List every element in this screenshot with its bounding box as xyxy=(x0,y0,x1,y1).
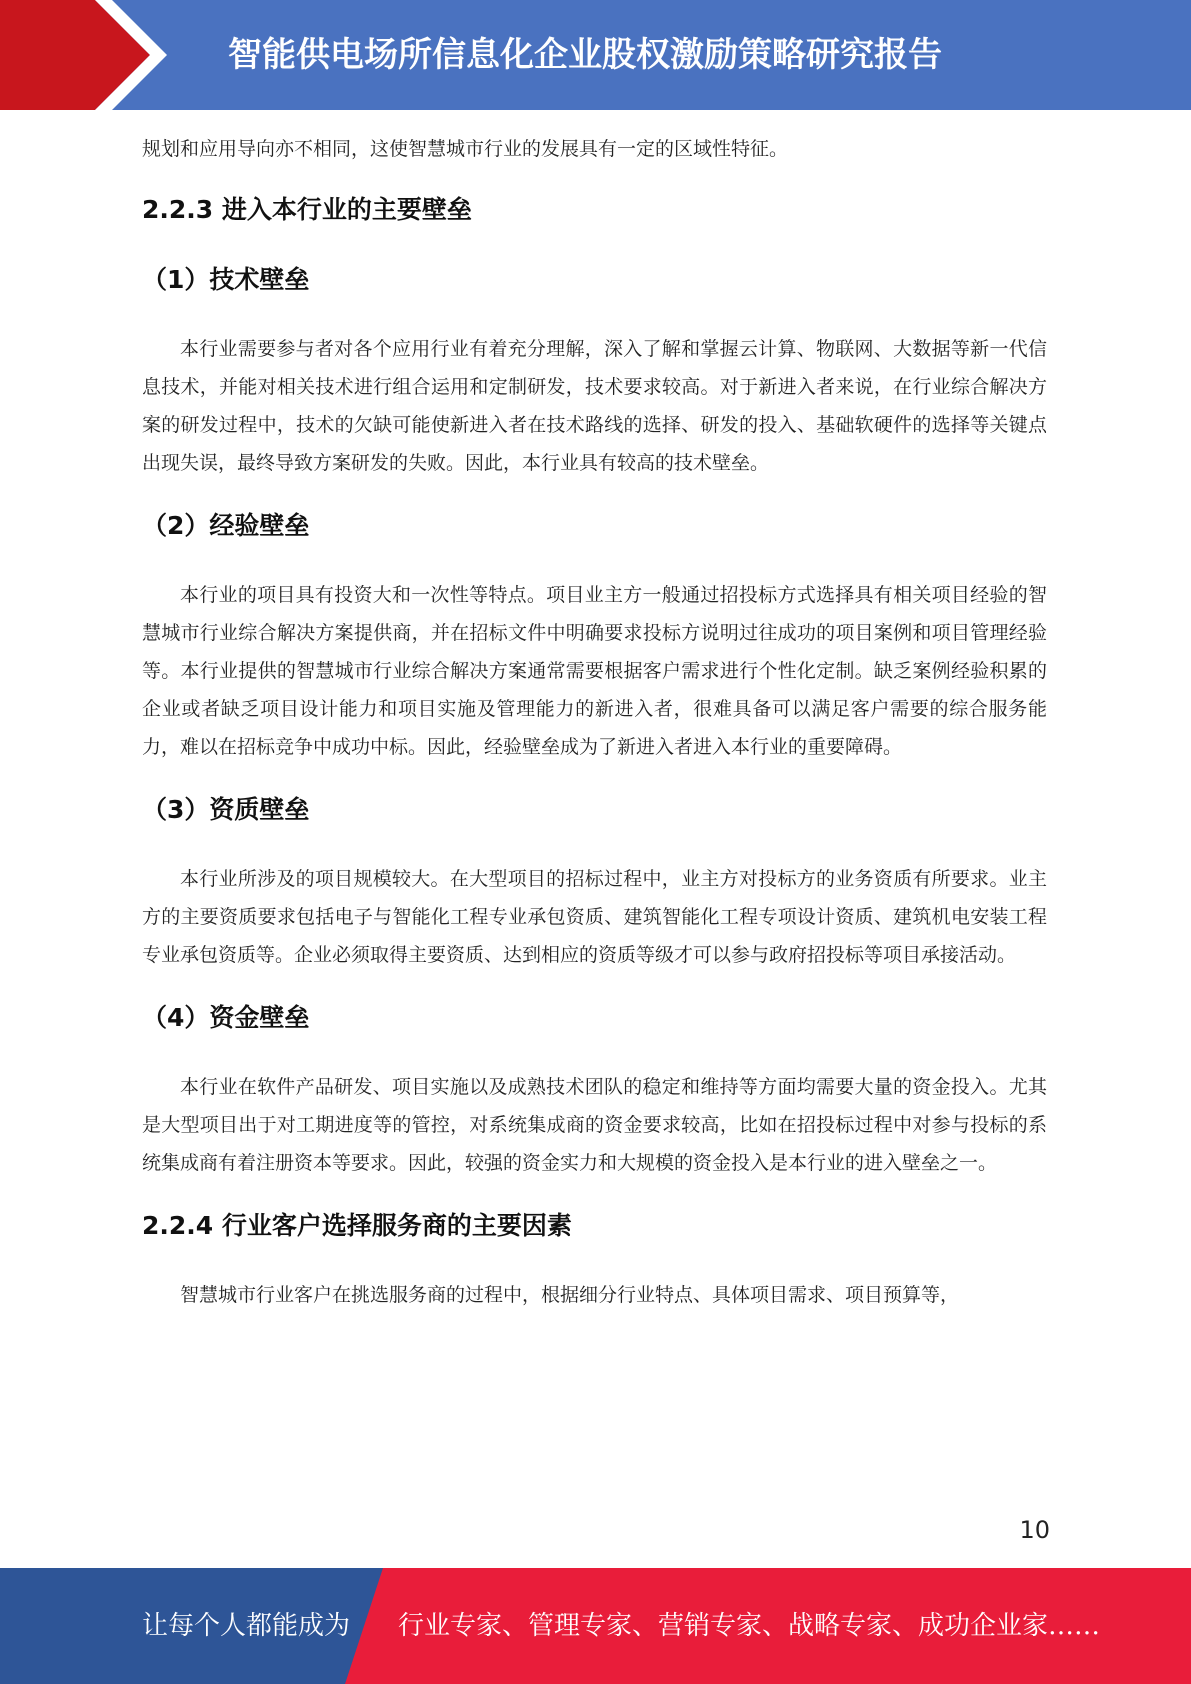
paragraph-qualification-barrier: 本行业所涉及的项目规模较大。在大型项目的招标过程中，业主方对投标方的业务资质有所要求。业主方的主要资质要求包括电子与智能化工程专业承包资质、建筑智能化工程专项设计资质、建筑机电安装工程专业承包资质等。企业必须取得主要资质、达到相应的资质等级才可以参与政府招投标等项目承接活动。 xyxy=(142,868,1047,966)
report-title: 智能供电场所信息化企业股权激励策略研究报告 xyxy=(228,35,942,75)
paragraph-technology-barrier: 本行业需要参与者对各个应用行业有着充分理解，深入了解和掌握云计算、物联网、大数据等新一代信息技术，并能对相关技术进行组合运用和定制研发，技术要求较高。对于新进入者来说，在行业综合解决方案的研发过程中，技术的欠缺可能使新进入者在技术路线的选择、研发的投入、基础软硬件的选择等关键点出现失误，最终导致方案研发的失败。因此，本行业具有较高的技术壁垒。 xyxy=(142,338,1047,474)
page-header xyxy=(0,0,1191,110)
subsection-heading-experience: （2）经验壁垒 xyxy=(142,511,310,540)
subsection-heading-technology: （1）技术壁垒 xyxy=(142,265,310,294)
intro-paragraph: 规划和应用导向亦不相同，这使智慧城市行业的发展具有一定的区域性特征。 xyxy=(142,138,789,160)
page-footer xyxy=(0,1568,1191,1684)
footer-slogan-left: 让每个人都能成为 xyxy=(142,1611,351,1641)
subsection-heading-capital: （4）资金壁垒 xyxy=(142,1003,310,1032)
section-heading-2-2-4: 2.2.4 行业客户选择服务商的主要因素 xyxy=(142,1211,572,1240)
subsection-heading-qualification: （3）资质壁垒 xyxy=(142,795,310,824)
paragraph-customer-selection: 智慧城市行业客户在挑选服务商的过程中，根据细分行业特点、具体项目需求、项目预算等， xyxy=(180,1284,960,1306)
section-heading-2-2-3: 2.2.3 进入本行业的主要壁垒 xyxy=(142,195,472,224)
footer-slogan-right: 行业专家、管理专家、营销专家、战略专家、成功企业家…… xyxy=(398,1611,1101,1641)
page-number: 10 xyxy=(1019,1516,1050,1544)
document-body xyxy=(142,130,1047,1314)
paragraph-experience-barrier: 本行业的项目具有投资大和一次性等特点。项目业主方一般通过招投标方式选择具有相关项目经验的智慧城市行业综合解决方案提供商，并在招标文件中明确要求投标方说明过往成功的项目案例和项目管理经验等。本行业提供的智慧城市行业综合解决方案通常需要根据客户需求进行个性化定制。缺乏案例经验积累的企业或者缺乏项目设计能力和项目实施及管理能力的新进入者，很难具备可以满足客户需要的综合服务能力，难以在招标竞争中成功中标。因此，经验壁垒成为了新进入者进入本行业的重要障碍。 xyxy=(142,584,1047,758)
paragraph-capital-barrier: 本行业在软件产品研发、项目实施以及成熟技术团队的稳定和维持等方面均需要大量的资金投入。尤其是大型项目出于对工期进度等的管控，对系统集成商的资金要求较高，比如在招投标过程中对参与投标的系统集成商有着注册资本等要求。因此，较强的资金实力和大规模的资金投入是本行业的进入壁垒之一。 xyxy=(142,1076,1047,1174)
